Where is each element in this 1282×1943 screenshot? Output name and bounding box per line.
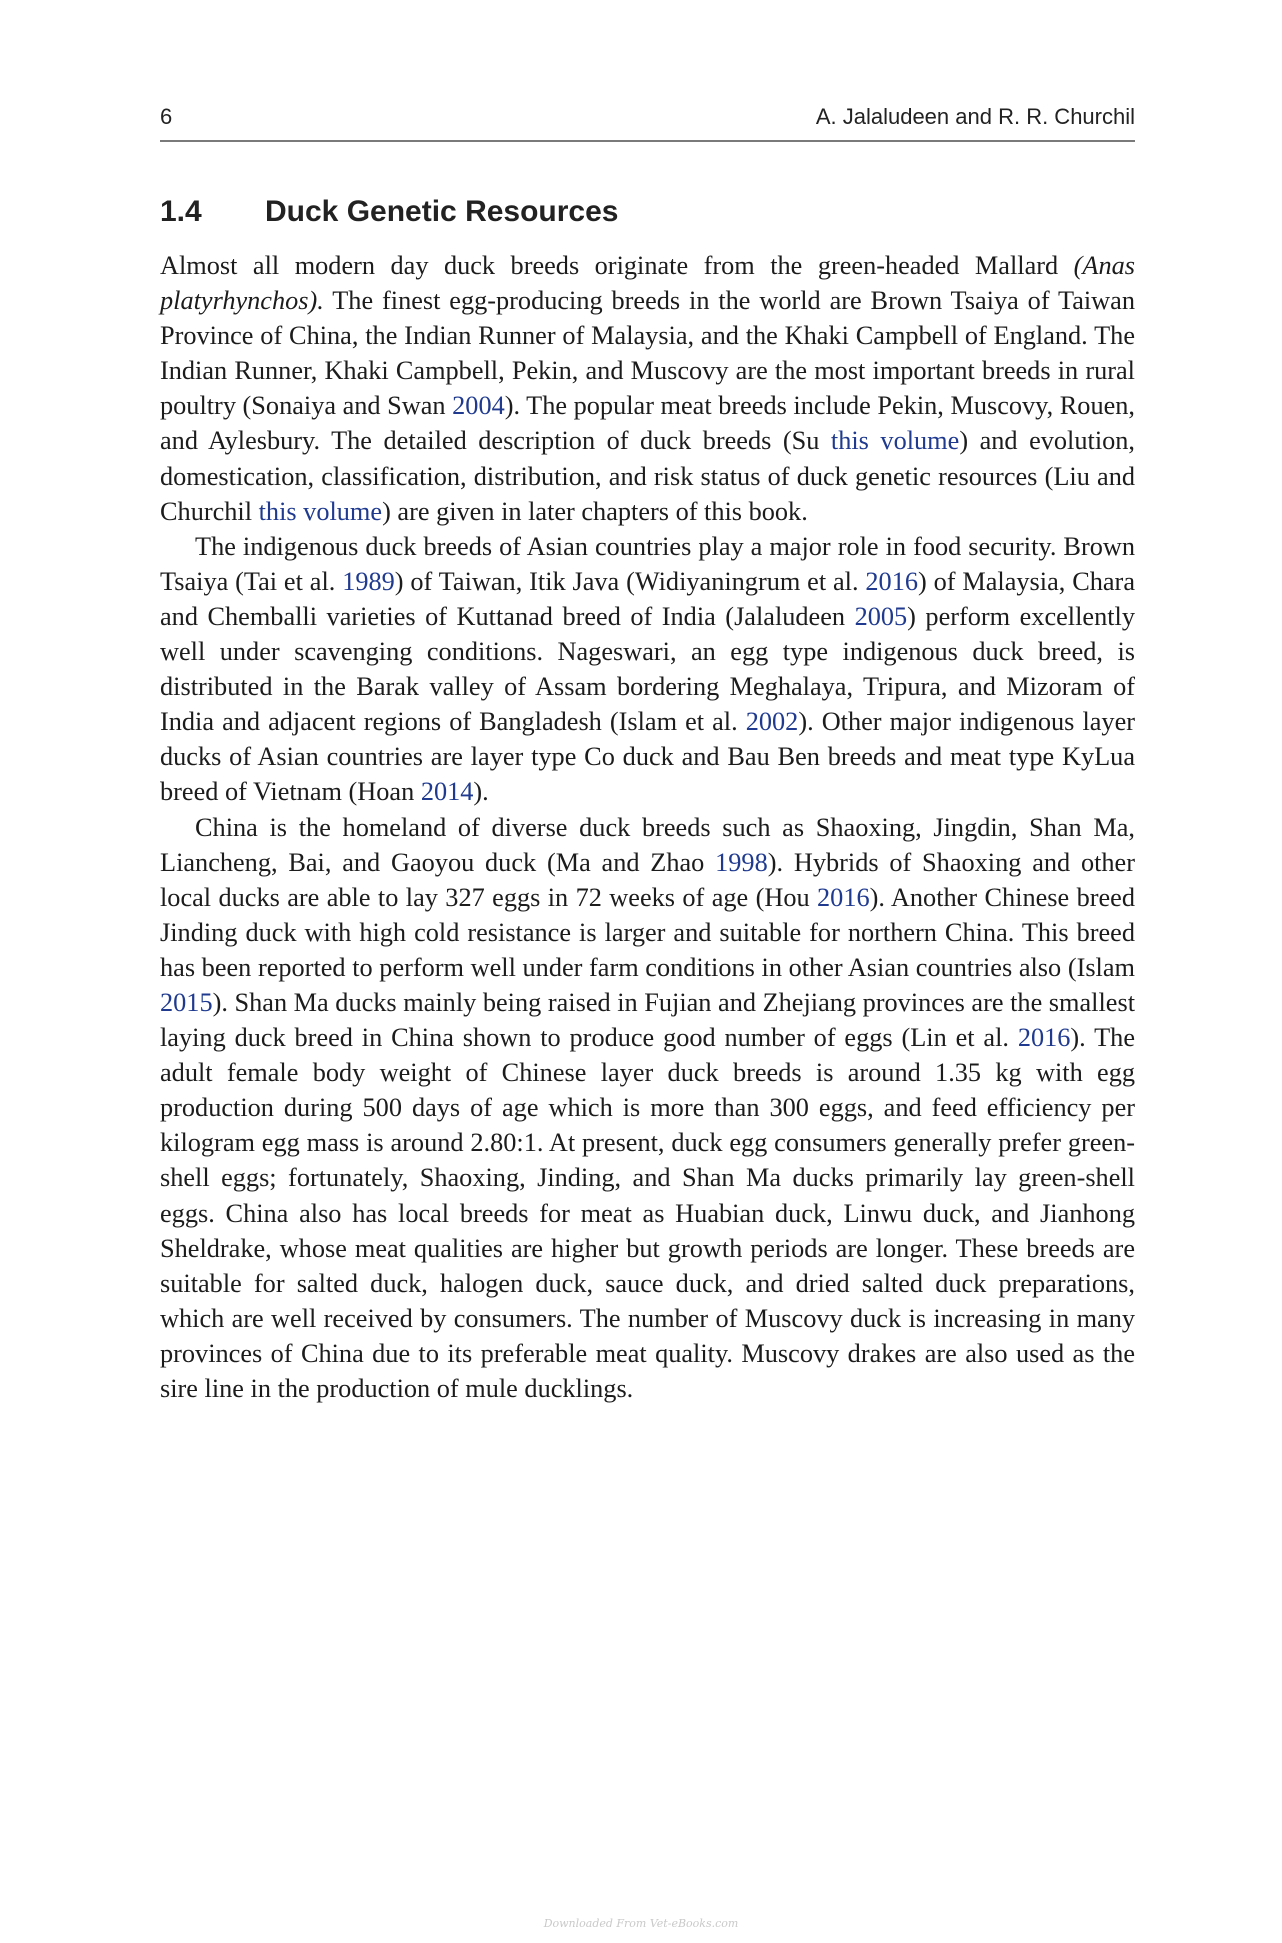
scientific-name: (Anas platyrhynchos).: [160, 251, 1135, 316]
citation-link[interactable]: this volume: [258, 496, 383, 526]
text-run: China is the homeland of diverse duck breeds such as Shaoxing, Jingdin, Shan Ma, Liancheng, Bai, and Gaoyou duck (Ma and Zhao: [160, 812, 1135, 877]
citation-link[interactable]: this volume: [830, 426, 960, 456]
paragraph: [160, 529, 1135, 810]
text-run: ). Another Chinese breed Jinding duck with high cold resistance is larger and suitable for northern China. This breed has been reported to perform well under farm conditions in other Asian countries also (Islam: [160, 882, 1135, 982]
citation-link[interactable]: 2016: [817, 882, 870, 912]
running-head: [160, 100, 1135, 140]
citation-link[interactable]: 1989: [342, 566, 395, 596]
section-title: Duck Genetic Resources: [265, 194, 619, 228]
paragraph: [160, 810, 1135, 1407]
header-rule: [160, 140, 1135, 142]
text-run: ) perform excellently well under scavenging conditions. Nageswari, an egg type indigenous duck breed, is distributed in the Barak valley of Assam bordering Meghalaya, Tripura, and Mizoram of India and adjacent regions of Bangladesh (Islam et al.: [160, 601, 1135, 737]
text-run: Almost all modern day duck breeds originate from the green-headed Mallard: [160, 251, 1074, 280]
citation-link[interactable]: 2014: [420, 777, 474, 807]
citation-link[interactable]: 2005: [854, 601, 908, 631]
citation-link[interactable]: 2016: [865, 566, 918, 596]
citation-link[interactable]: 2002: [745, 707, 799, 737]
text-run: ). The adult female body weight of Chinese layer duck breeds is around 1.35 kg with egg production during 500 days of age which is more than 300 eggs, and feed efficiency per kilogram egg mass is around 2.80:1. At present, duck egg consumers generally prefer green-shell eggs; fortunately, Shaoxing, Jinding, and Shan Ma ducks primarily lay green-shell eggs. China also has local breeds for meat as Huabian duck, Linwu duck, and Jianhong Sheldrake, whose meat qualities are higher but growth periods are longer. These breeds are suitable for salted duck, halogen duck, sauce duck, and dried salted duck preparations, which are well received by consumers. The number of Muscovy duck is increasing in many provinces of China due to its preferable meat quality. Muscovy drakes are also used as the sire line in the production of mule ducklings.: [160, 1023, 1135, 1403]
text-run: ) of Taiwan, Itik Java (Widiyaningrum et al.: [394, 566, 866, 596]
citation-link[interactable]: 1998: [715, 847, 768, 877]
text-run: ). Other major indigenous layer ducks of Asian countries are layer type Co duck and Bau Ben breeds and meat type KyLua breed of Vietnam (Hoan: [160, 707, 1135, 807]
running-head-authors: A. Jalaludeen and R. R. Churchil: [815, 104, 1135, 129]
text-run: ).: [473, 777, 489, 807]
text-run: ) and evolution, domestication, classification, distribution, and risk status of duck genetic resources (Liu and Churchil: [160, 426, 1135, 526]
text-run: The indigenous duck breeds of Asian countries play a major role in food security. Brown Tsaiya (Tai et al.: [160, 531, 1135, 596]
citation-link[interactable]: 2015: [160, 987, 213, 1017]
text-run: ). The popular meat breeds include Pekin, Muscovy, Rouen, and Aylesbury. The detailed description of duck breeds (Su: [160, 391, 1136, 456]
section-heading: [160, 195, 618, 229]
citation-link[interactable]: 2016: [1017, 1023, 1071, 1053]
page-number: 6: [160, 104, 173, 129]
text-run: ) are given in later chapters of this book.: [382, 496, 808, 526]
body-text: [160, 248, 1135, 1406]
text-run: The finest egg-producing breeds in the world are Brown Tsaiya of Taiwan Province of China, the Indian Runner of Malaysia, and the Khaki Campbell of England. The Indian Runner, Khaki Campbell, Pekin, and Muscovy are the most important breeds in rural poultry (Sonaiya and Swan: [160, 286, 1135, 421]
paragraph: [160, 248, 1135, 529]
text-run: ). Hybrids of Shaoxing and other local ducks are able to lay 327 eggs in 72 weeks of age (Hou: [160, 847, 1135, 912]
citation-link[interactable]: 2004: [452, 391, 505, 421]
section-number: 1.4: [160, 194, 202, 228]
text-run: ) of Malaysia, Chara and Chemballi varieties of Kuttanad breed of India (Jalaludeen: [160, 566, 1135, 631]
text-run: ). Shan Ma ducks mainly being raised in Fujian and Zhejiang provinces are the smallest laying duck breed in China shown to produce good number of eggs (Lin et al.: [160, 987, 1135, 1053]
download-watermark: Downloaded From Vet-eBooks.com: [543, 1917, 739, 1930]
